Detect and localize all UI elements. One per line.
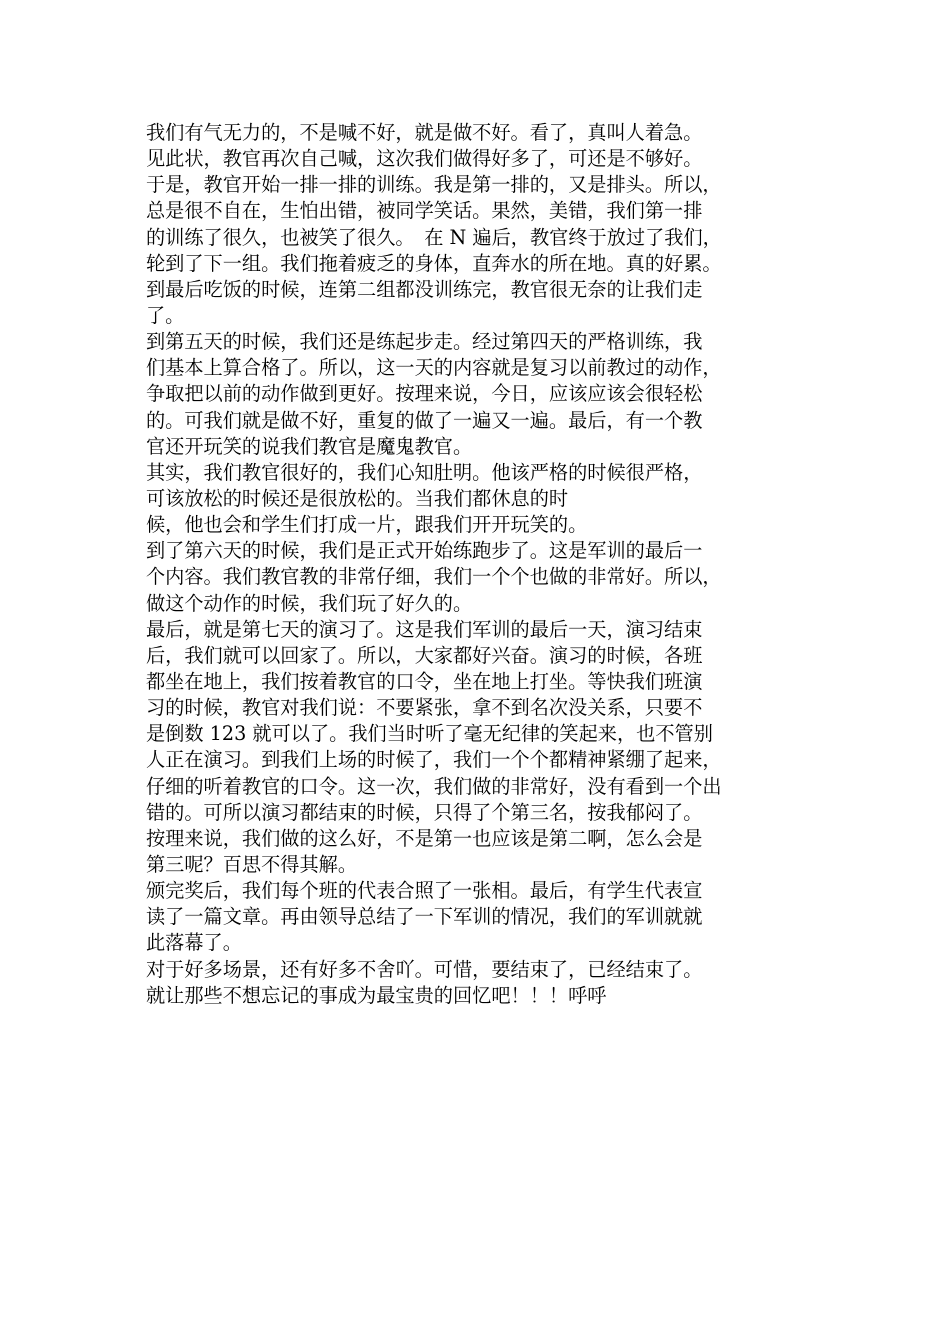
text-line: 是倒数 123 就可以了。我们当时听了毫无纪律的笑起来，也不管别 xyxy=(146,722,713,746)
text-line: 轮到了下一组。我们拖着疲乏的身体，直奔水的所在地。真的好累。 xyxy=(146,251,722,275)
text-line: 到第五天的时候，我们还是练起步走。经过第四天的严格训练，我 xyxy=(146,330,703,354)
text-line: 其实，我们教官很好的，我们心知肚明。他该严格的时候很严格， xyxy=(146,460,703,484)
text-line: 就让那些不想忘记的事成为最宝贵的回忆吧！！！呼呼 xyxy=(146,983,607,1007)
text-line: 了。 xyxy=(146,303,185,327)
text-line: 此落幕了。 xyxy=(146,931,242,955)
text-line: 仔细的听着教官的口令。这一次，我们做的非常好，没有看到一个出 xyxy=(146,774,722,798)
text-line: 按理来说，我们做的这么好，不是第一也应该是第二啊，怎么会是 xyxy=(146,826,703,850)
text-line: 官还开玩笑的说我们教官是魔鬼教官。 xyxy=(146,434,473,458)
text-line: 都坐在地上，我们按着教官的口令，坐在地上打坐。等快我们班演 xyxy=(146,669,703,693)
text-line: 读了一篇文章。再由领导总结了一下军训的情况，我们的军训就就 xyxy=(146,905,703,929)
document-body-text xyxy=(146,120,812,1009)
text-line: 我们有气无力的，不是喊不好，就是做不好。看了，真叫人着急。 xyxy=(146,121,703,144)
text-line: 总是很不自在，生怕出错，被同学笑话。果然，美错，我们第一排 xyxy=(146,199,703,223)
text-line: 人正在演习。到我们上场的时候了，我们一个个都精神紧绷了起来， xyxy=(146,748,722,772)
text-line: 候，他也会和学生们打成一片，跟我们开开玩笑的。 xyxy=(146,513,588,537)
text-line: 于是，教官开始一排一排的训练。我是第一排的，又是排头。所以， xyxy=(146,173,722,197)
text-line: 习的时候，教官对我们说：不要紧张，拿不到名次没关系，只要不 xyxy=(146,696,703,720)
text-line: 们基本上算合格了。所以，这一天的内容就是复习以前教过的动作， xyxy=(146,356,722,380)
text-line: 到最后吃饭的时候，连第二组都没训练完，教官很无奈的让我们走 xyxy=(146,277,703,301)
text-line: 对于好多场景，还有好多不舍吖。可惜，要结束了，已经结束了。 xyxy=(146,957,703,981)
text-line: 到了第六天的时候，我们是正式开始练跑步了。这是军训的最后一 xyxy=(146,539,703,563)
text-line: 争取把以前的动作做到更好。按理来说，今日，应该应该会很轻松 xyxy=(146,382,703,406)
text-line: 个内容。我们教官教的非常仔细，我们一个个也做的非常好。所以， xyxy=(146,565,722,589)
text-line: 可该放松的时候还是很放松的。当我们都休息的时 xyxy=(146,486,569,510)
text-line: 的。可我们就是做不好，重复的做了一遍又一遍。最后，有一个教 xyxy=(146,408,703,432)
text-line: 见此状，教官再次自己喊，这次我们做得好多了，可还是不够好。 xyxy=(146,147,703,171)
text-line: 第三呢？百思不得其解。 xyxy=(146,852,358,876)
text-line: 做这个动作的时候，我们玩了好久的。 xyxy=(146,591,473,615)
text-line: 最后，就是第七天的演习了。这是我们军训的最后一天，演习结束 xyxy=(146,617,703,641)
text-line: 后，我们就可以回家了。所以，大家都好兴奋。演习的时候，各班 xyxy=(146,643,703,667)
text-line: 错的。可所以演习都结束的时候，只得了个第三名，按我郁闷了。 xyxy=(146,800,703,824)
text-line: 的训练了很久，也被笑了很久。 在 N 遍后，教官终于放过了我们， xyxy=(146,225,722,249)
text-line: 颁完奖后，我们每个班的代表合照了一张相。最后，有学生代表宣 xyxy=(146,879,703,903)
